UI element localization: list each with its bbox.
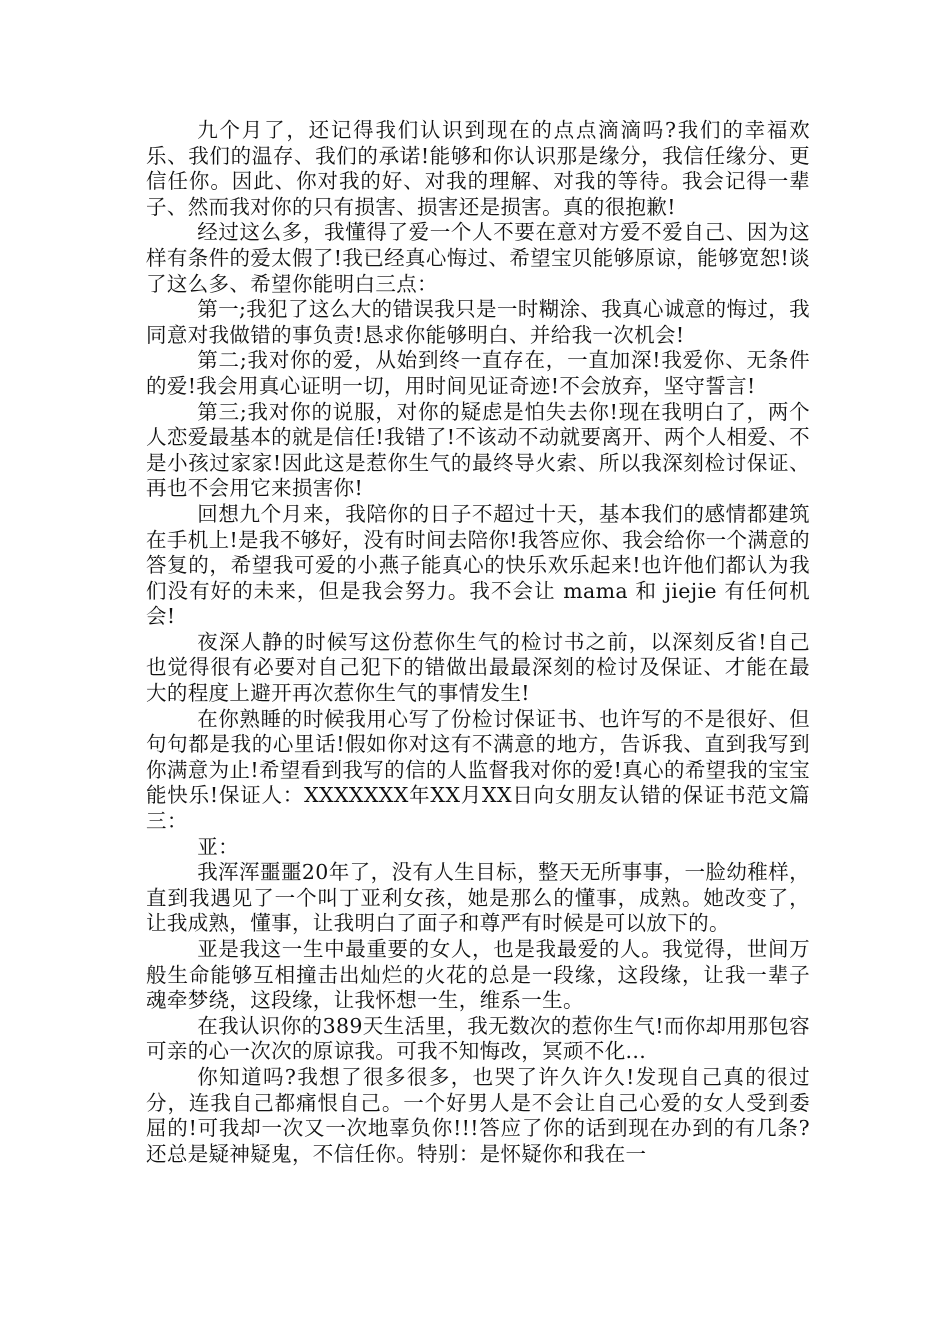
- paragraph-10: 我浑浑噩噩20年了，没有人生目标，整天无所事事，一脸幼稚样，直到我遇见了一个叫丁亚利女孩，她是那么的懂事，成熟。她改变了，让我成熟，懂事，让我明白了面子和尊严有时候是可以放下的。: [146, 860, 810, 936]
- paragraph-5: 第三;我对你的说服，对你的疑虑是怕失去你!现在我明白了，两个人恋爱最基本的就是信任!我错了!不该动不动就要离开、两个人相爱、不是小孩过家家!因此这是惹你生气的最终导火索、所以我深刻检讨保证、再也不会用它来损害你!: [146, 399, 810, 501]
- paragraph-9: 亚：: [197, 834, 239, 859]
- document-page: [146, 118, 810, 1167]
- paragraph-8: 在你熟睡的时候我用心写了份检讨保证书、也许写的不是很好、但句句都是我的心里话!假如你对这有不满意的地方，告诉我、直到我写到你满意为止!希望看到我写的信的人监督我对你的爱!真心的希望我的宝宝能快乐!保证人：XXXXXXX年XX月XX日向女朋友认错的保证书范文篇三：: [146, 706, 810, 834]
- paragraph-7: 夜深人静的时候写这份惹你生气的检讨书之前，以深刻反省!自己也觉得很有必要对自己犯下的错做出最最深刻的检讨及保证、才能在最大的程度上避开再次惹你生气的事情发生!: [146, 629, 810, 706]
- paragraph-6: 回想九个月来，我陪你的日子不超过十天，基本我们的感情都建筑在手机上!是我不够好，没有时间去陪你!我答应你、我会给你一个满意的答复的，希望我可爱的小燕子能真心的快乐欢乐起来!也许他们都认为我们没有好的未来，但是我会努力。我不会让 mama 和 jiejie 有任何机会!: [146, 501, 810, 629]
- paragraph-3: 第一;我犯了这么大的错误我只是一时糊涂、我真心诚意的悔过，我同意对我做错的事负责!恳求你能够明白、并给我一次机会!: [146, 297, 810, 347]
- paragraph-13: 你知道吗?我想了很多很多，也哭了许久许久!发现自己真的很过分，连我自己都痛恨自己。一个好男人是不会让自己心爱的女人受到委屈的!可我却一次又一次地辜负你!!!答应了你的话到现在办到的有几条?还总是疑神疑鬼，不信任你。特别：是怀疑你和我在一: [146, 1064, 810, 1166]
- paragraph-4: 第二;我对你的爱，从始到终一直存在，一直加深!我爱你、无条件的爱!我会用真心证明一切，用时间见证奇迹!不会放弃，坚守誓言!: [146, 348, 810, 398]
- paragraph-12: 在我认识你的389天生活里，我无数次的惹你生气!而你却用那包容可亲的心一次次的原谅我。可我不知悔改，冥顽不化...: [146, 1013, 810, 1064]
- paragraph-11: 亚是我这一生中最重要的女人，也是我最爱的人。我觉得，世间万般生命能够互相撞击出灿烂的火花的总是一段缘，这段缘，让我一辈子魂牵梦绕，这段缘，让我怀想一生，维系一生。: [146, 937, 810, 1013]
- paragraph-1: 九个月了，还记得我们认识到现在的点点滴滴吗?我们的幸福欢乐、我们的温存、我们的承诺!能够和你认识那是缘分，我信任缘分、更信任你。因此、你对我的好、对我的理解、对我的等待。我会记得一辈子、然而我对你的只有损害、损害还是损害。真的很抱歉!: [146, 118, 810, 219]
- paragraph-2: 经过这么多，我懂得了爱一个人不要在意对方爱不爱自己、因为这样有条件的爱太假了!我已经真心悔过、希望宝贝能够原谅，能够宽恕!谈了这么多、希望你能明白三点：: [146, 220, 810, 296]
